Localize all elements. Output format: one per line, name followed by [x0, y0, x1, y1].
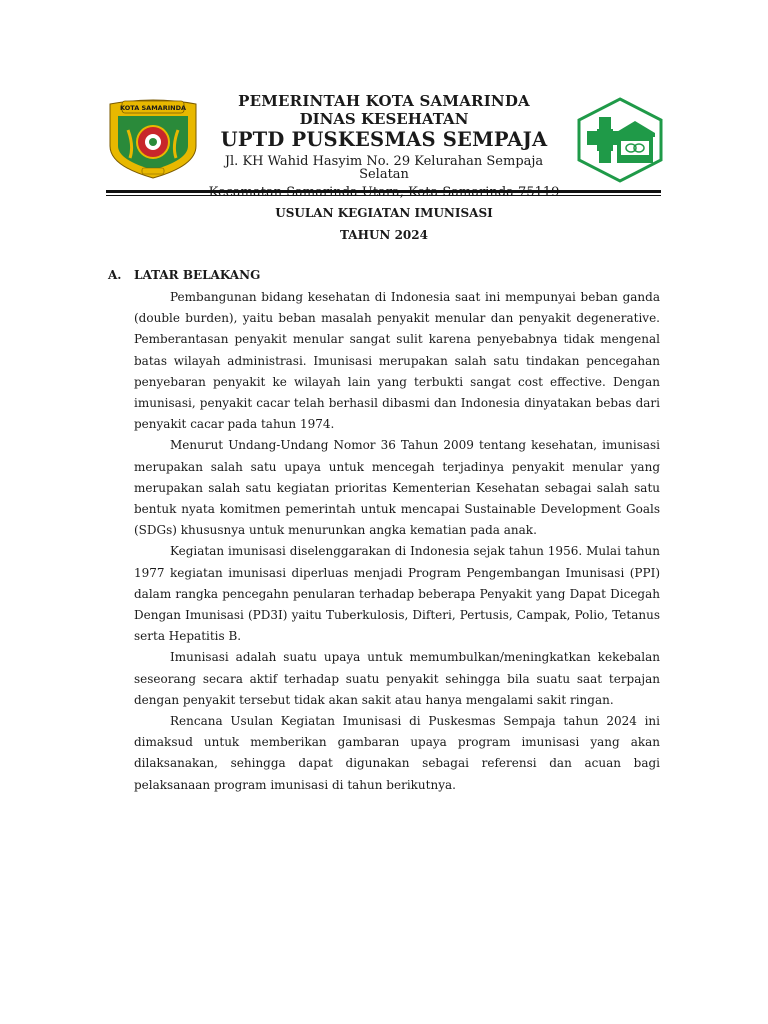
emblem-ribbon-text: KOTA SAMARINDA	[120, 104, 186, 112]
puskesmas-logo-icon	[577, 97, 663, 183]
paragraph: Rencana Usulan Kegiatan Imunisasi di Puskesmas Sempaja tahun 2024 ini dimaksud untuk memberikan gambaran upaya program imunisasi yang akan dilaksanakan, sehingga dapat digunakan sebagai referensi dan acuan bagi pelaksanaan program imunisasi di tahun berikutnya.	[134, 714, 660, 792]
document-year: TAHUN 2024	[340, 228, 428, 242]
department-name: DINAS KESEHATAN	[299, 110, 469, 128]
paragraph: Menurut Undang-Undang Nomor 36 Tahun 2009 tentang kesehatan, imunisasi merupakan salah satu upaya untuk mencegah terjadinya penyakit menular yang merupakan salah satu kegiatan prioritas Kementerian Kesehatan sebagai salah satu bentuk nyata komitmen pemerintah untuk mencapai Sustainable Development Goals (SDGs) khususnya untuk menurunkan angka kematian pada anak.	[134, 438, 660, 538]
document-title: USULAN KEGIATAN IMUNISASI	[275, 206, 493, 220]
samarinda-city-emblem-icon	[104, 96, 202, 180]
section-body	[134, 287, 660, 796]
section-number: A.	[108, 268, 122, 282]
government-name: PEMERINTAH KOTA SAMARINDA	[238, 92, 530, 110]
section-title: LATAR BELAKANG	[134, 268, 261, 282]
letterhead	[0, 0, 768, 200]
letterhead-text	[200, 92, 568, 199]
section-heading	[108, 268, 260, 282]
letterhead-rule-thick	[106, 190, 661, 193]
paragraph: Imunisasi adalah suatu upaya untuk memumbulkan/meningkatkan kekebalan seseorang secara aktif terhadap suatu penyakit sehingga bila suatu saat terpajan dengan penyakit tersebut tidak akan sakit atau hanya mengalami sakit ringan.	[134, 650, 660, 707]
letterhead-rule-thin	[106, 195, 661, 196]
address-line-1: Jl. KH Wahid Hasyim No. 29 Kelurahan Sempaja Selatan	[224, 153, 544, 182]
paragraph: Kegiatan imunisasi diselenggarakan di Indonesia sejak tahun 1956. Mulai tahun 1977 kegiatan imunisasi diperluas menjadi Program Pengembangan Imunisasi (PPI) dalam rangka pencegahn penularan terhadap beberapa Penyakit yang Dapat Dicegah Dengan Imunisasi (PD3I) yaitu Tuberkulosis, Difteri, Pertusis, Campak, Polio, Tetanus serta Hepatitis B.	[134, 544, 660, 644]
paragraph: Pembangunan bidang kesehatan di Indonesia saat ini mempunyai beban ganda (double burden), yaitu beban masalah penyakit menular dan penyakit degenerative. Pemberantasan penyakit menular sangat sulit karena penyebabnya tidak mengenal batas wilayah administrasi. Imunisasi merupakan salah satu tindakan pencegahan penyebaran penyakit ke wilayah lain yang terbukti sangat cost effective. Dengan imunisasi, penyakit cacar telah berhasil dibasmi dan Indonesia dinyatakan bebas dari penyakit cacar pada tahun 1974.	[134, 290, 660, 432]
institution-name: UPTD PUSKESMAS SEMPAJA	[220, 128, 548, 151]
